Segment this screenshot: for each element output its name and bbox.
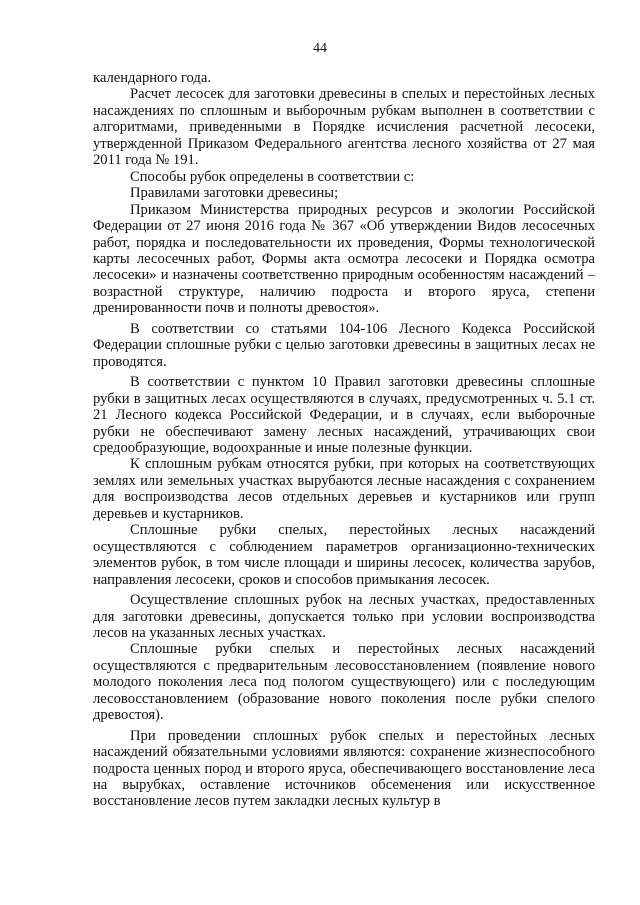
paragraph: В соответствии с пунктом 10 Правил заготовки древесины сплошные рубки в защитных лесах осуществляются в случаях, предусмотренных ч. 5.1 ст. 21 Лесного кодекса Российской Федерации, и в случаях, если выборочные рубки не обеспечивают замену лесных насаждений, утрачивающих свои средообразующие, водоохранные и иные полезные функции.	[93, 374, 595, 456]
paragraph: Приказом Министерства природных ресурсов и экологии Российской Федерации от 27 июня 2016 года № 367 «Об утверждении Видов лесосечных работ, порядка и последовательности их проведения, Формы технологической карты лесосечных работ, Формы акта осмотра лесосеки и Порядка осмотра лесосеки» и назначены соответственно природным особенностям насаждений – возрастной структуре, наличию подроста и второго яруса, степени дренированности почв и полноты древостоя».	[93, 201, 595, 317]
page-number: 44	[313, 41, 327, 56]
paragraph: В соответствии со статьями 104-106 Лесного Кодекса Российской Федерации сплошные рубки с целью заготовки древесины в защитных лесах не проводятся.	[93, 320, 595, 370]
paragraph: Сплошные рубки спелых, перестойных лесных насаждений осуществляются с соблюдением параметров организационно-технических элементов рубок, в том числе площади и ширины лесосек, количества зарубов, направления лесосеки, сроков и способов примыкания лесосек.	[93, 522, 595, 588]
paragraph: календарного года.	[93, 70, 211, 86]
paragraph: При проведении сплошных рубок спелых и перестойных лесных насаждений обязательными условиями являются: сохранение жизнеспособного подроста ценных пород и второго яруса, обеспечивающего восстановление леса на вырубках, оставление источников обсеменения или искусственное восстановление лесов путем закладки лесных культур в	[93, 727, 595, 810]
paragraph: Сплошные рубки спелых и перестойных лесных насаждений осуществляются с предварительным лесовосстановлением (появление нового молодого поколения леса под пологом существующего) или с последующим лесовосстановлением (образование нового поколения после рубки спелого древостоя).	[93, 641, 595, 724]
document-body	[93, 70, 595, 810]
paragraph: Осуществление сплошных рубок на лесных участках, предоставленных для заготовки древесины, допускается только при условии воспроизводства лесов на указанных лесных участках.	[93, 592, 595, 641]
paragraph: Правилами заготовки древесины;	[130, 185, 339, 202]
paragraph: Способы рубок определены в соответствии с:	[130, 168, 415, 185]
paragraph: К сплошным рубкам относятся рубки, при которых на соответствующих землях или земельных участках вырубаются лесные насаждения с сохранением для воспроизводства лесов отдельных деревьев и кустарников или групп деревьев и кустарников.	[93, 456, 595, 522]
paragraph: Расчет лесосек для заготовки древесины в спелых и перестойных лесных насаждениях по сплошным и выборочным рубкам выполнен в соответствии с алгоритмами, приведенными в Порядке исчисления расчетной лесосеки, утвержденной Приказом Федерального агентства лесного хозяйства от 27 мая 2011 года № 191.	[93, 86, 595, 169]
